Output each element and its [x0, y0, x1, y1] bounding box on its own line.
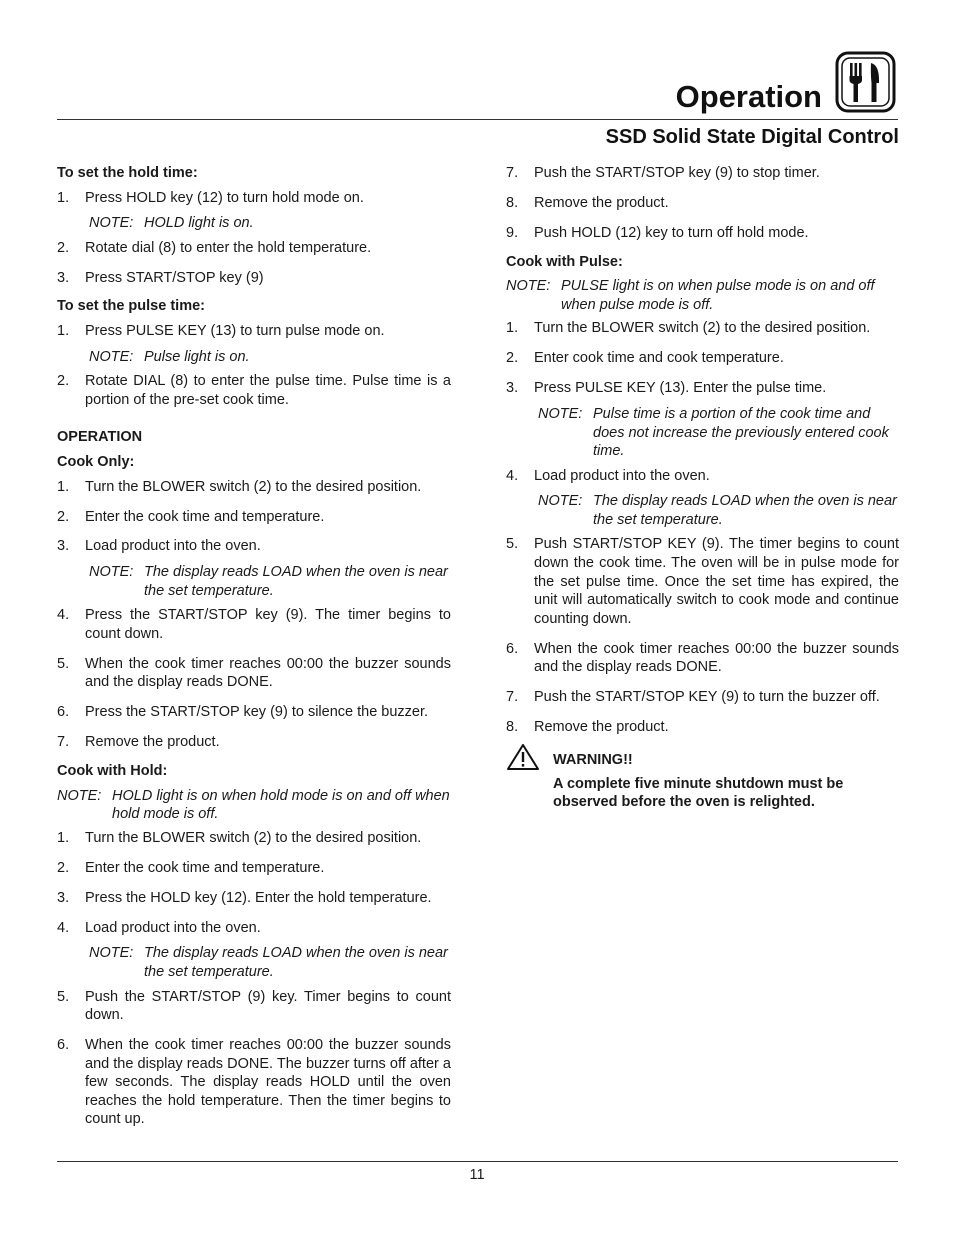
step-text: Load product into the oven. — [85, 538, 261, 555]
list-item — [506, 379, 899, 398]
note — [89, 214, 451, 233]
hold-time-steps — [57, 189, 451, 208]
step-text: Push START/STOP KEY (9). The timer begins to count down the cook time. The oven will be in pulse mode for the set pulse time. Once the set time has expired, the unit will automatically switch to cook mode and continue counting down. — [534, 536, 899, 627]
note-label: NOTE: — [89, 215, 134, 232]
list-item — [57, 189, 451, 208]
list-item — [57, 655, 451, 692]
step-number: 2. — [57, 373, 70, 390]
note-label: NOTE: — [89, 348, 134, 365]
list-item — [506, 640, 899, 677]
step-number: 7. — [57, 734, 70, 751]
step-number: 1. — [57, 322, 70, 339]
right-column — [506, 164, 899, 812]
list-item — [506, 467, 899, 486]
step-text: When the cook timer reaches 00:00 the buzzer sounds and the display reads DONE. The buzzer turns off after a few seconds. The display reads HOLD until the oven reaches the hold temperature. Then the timer begins to count up. — [85, 1037, 451, 1128]
note-text: HOLD light is on when hold mode is on and off when hold mode is off. — [112, 787, 450, 823]
list-item — [506, 718, 899, 737]
hold-time-steps-cont — [57, 239, 451, 288]
step-text: Press PULSE KEY (13). Enter the pulse time. — [534, 380, 827, 397]
note-text: The display reads LOAD when the oven is near the set temperature. — [593, 493, 897, 528]
list-item — [57, 537, 451, 556]
list-item — [57, 733, 451, 752]
step-text: Press the START/STOP key (9) to silence the buzzer. — [85, 704, 429, 721]
step-text: Turn the BLOWER switch (2) to the desired position. — [85, 829, 422, 846]
step-number: 5. — [57, 988, 70, 1005]
step-text: Press the START/STOP key (9). The timer begins to count down. — [85, 607, 451, 642]
list-item — [57, 322, 451, 341]
list-item — [57, 269, 451, 288]
step-text: Push HOLD (12) key to turn off hold mode. — [534, 224, 809, 241]
note-text: The display reads LOAD when the oven is near the set temperature. — [144, 945, 448, 980]
step-text: Enter the cook time and temperature. — [85, 859, 325, 876]
cook-only-heading: Cook Only: — [57, 453, 135, 470]
step-number: 3. — [506, 380, 519, 397]
page-number: 11 — [469, 1167, 485, 1183]
note-label: NOTE: — [538, 405, 583, 422]
step-text: Press START/STOP key (9) — [85, 269, 264, 286]
footer-divider — [57, 1161, 898, 1162]
hold-time-heading: To set the hold time: — [57, 165, 198, 181]
step-number: 3. — [57, 889, 70, 906]
cook-hold-steps-end — [506, 164, 899, 243]
warning-box — [506, 751, 899, 812]
page-title: Operation — [675, 79, 822, 114]
step-text: Press HOLD key (12) to turn hold mode on. — [85, 189, 364, 206]
step-text: Load product into the oven. — [534, 467, 710, 484]
warning-triangle-icon — [506, 743, 540, 777]
step-number: 1. — [57, 478, 70, 495]
step-number: 1. — [57, 829, 70, 846]
step-text: Remove the product. — [534, 194, 669, 211]
list-item — [57, 919, 451, 938]
step-number: 7. — [506, 689, 519, 706]
step-text: Push the START/STOP (9) key. Timer begins to count down. — [85, 988, 451, 1024]
step-text: Push the START/STOP KEY (9) to turn the buzzer off. — [534, 689, 880, 706]
list-item — [506, 224, 899, 243]
list-item — [57, 859, 451, 878]
step-number: 1. — [57, 189, 70, 206]
note — [57, 787, 451, 824]
note-text: Pulse light is on. — [144, 348, 250, 365]
warning-text: A complete five minute shutdown must be observed before the oven is relighted. — [553, 775, 844, 811]
step-number: 2. — [57, 508, 70, 525]
list-item — [506, 349, 899, 368]
cook-pulse-heading: Cook with Pulse: — [506, 253, 623, 270]
cook-pulse-steps — [506, 319, 899, 398]
note-text: Pulse time is a portion of the cook time and does not increase the previously entered cook time. — [593, 405, 889, 460]
step-text: Load product into the oven. — [85, 919, 261, 936]
note — [89, 348, 451, 367]
step-number: 2. — [506, 350, 519, 367]
step-number: 3. — [57, 269, 70, 286]
step-number: 6. — [506, 640, 519, 657]
note-text: PULSE light is on when pulse mode is on and off when pulse mode is off. — [561, 278, 875, 313]
step-text: Remove the product. — [85, 734, 220, 751]
section-subtitle: SSD Solid State Digital Control — [605, 126, 899, 148]
step-number: 4. — [506, 467, 519, 484]
step-text: Press the HOLD key (12). Enter the hold temperature. — [85, 889, 432, 906]
note — [89, 944, 451, 981]
step-number: 9. — [506, 224, 519, 241]
step-number: 5. — [506, 536, 519, 553]
step-number: 6. — [57, 1037, 70, 1054]
list-item — [506, 319, 899, 338]
cook-pulse-steps-end — [506, 535, 899, 737]
note — [506, 277, 899, 314]
step-text: When the cook timer reaches 00:00 the buzzer sounds and the display reads DONE. — [534, 640, 899, 676]
list-item — [57, 372, 451, 409]
step-number: 2. — [57, 239, 70, 256]
note — [89, 563, 451, 600]
list-item — [57, 889, 451, 908]
pulse-time-steps — [57, 322, 451, 341]
step-text: Press PULSE KEY (13) to turn pulse mode on. — [85, 322, 385, 339]
step-text: Enter cook time and cook temperature. — [534, 350, 784, 367]
note — [538, 405, 899, 461]
list-item — [506, 194, 899, 213]
step-text: Push the START/STOP key (9) to stop timer. — [534, 165, 820, 181]
list-item — [57, 703, 451, 722]
note-label: NOTE: — [506, 278, 551, 295]
step-number: 8. — [506, 194, 519, 211]
list-item — [57, 478, 451, 497]
step-number: 7. — [506, 165, 519, 181]
step-number: 6. — [57, 704, 70, 721]
step-number: 3. — [57, 538, 70, 555]
list-item — [57, 988, 451, 1025]
step-number: 2. — [57, 859, 70, 876]
step-text: Rotate DIAL (8) to enter the pulse time. Pulse time is a portion of the pre-set cook time. — [85, 373, 451, 408]
list-item — [506, 535, 899, 628]
list-item — [506, 164, 899, 183]
step-text: When the cook timer reaches 00:00 the buzzer sounds and the display reads DONE. — [85, 655, 451, 691]
step-number: 5. — [57, 655, 70, 672]
fork-knife-icon — [834, 50, 898, 122]
header-divider — [57, 119, 898, 120]
cook-hold-heading: Cook with Hold: — [57, 763, 168, 779]
step-number: 4. — [57, 607, 70, 624]
cook-hold-steps — [57, 829, 451, 938]
cook-only-steps — [57, 478, 451, 557]
step-text: Remove the product. — [534, 719, 669, 736]
note-label: NOTE: — [538, 493, 583, 510]
step-text: Turn the BLOWER switch (2) to the desired position. — [534, 320, 871, 337]
list-item — [57, 239, 451, 258]
pulse-time-heading: To set the pulse time: — [57, 298, 205, 315]
list-item — [57, 508, 451, 527]
note-label: NOTE: — [89, 945, 134, 962]
list-item — [57, 606, 451, 643]
step-number: 8. — [506, 719, 519, 736]
note-label: NOTE: — [57, 787, 102, 804]
cook-only-steps-cont — [57, 606, 451, 752]
pulse-time-steps-cont — [57, 372, 451, 409]
step-text: Enter the cook time and temperature. — [85, 508, 325, 525]
step-number: 1. — [506, 320, 519, 337]
operation-heading: OPERATION — [57, 429, 143, 446]
list-item — [57, 1036, 451, 1129]
left-column — [57, 164, 451, 1140]
note — [538, 492, 899, 529]
note-label: NOTE: — [89, 564, 134, 581]
list-item — [506, 688, 899, 707]
step-text: Turn the BLOWER switch (2) to the desired position. — [85, 478, 422, 495]
note-text: The display reads LOAD when the oven is near the set temperature. — [144, 564, 448, 599]
cook-pulse-steps-cont — [506, 467, 899, 486]
cook-hold-steps-cont — [57, 988, 451, 1130]
step-text: Rotate dial (8) to enter the hold temperature. — [85, 239, 372, 256]
note-text: HOLD light is on. — [144, 215, 254, 232]
warning-title: WARNING!! — [553, 751, 633, 768]
step-number: 4. — [57, 919, 70, 936]
list-item — [57, 829, 451, 848]
